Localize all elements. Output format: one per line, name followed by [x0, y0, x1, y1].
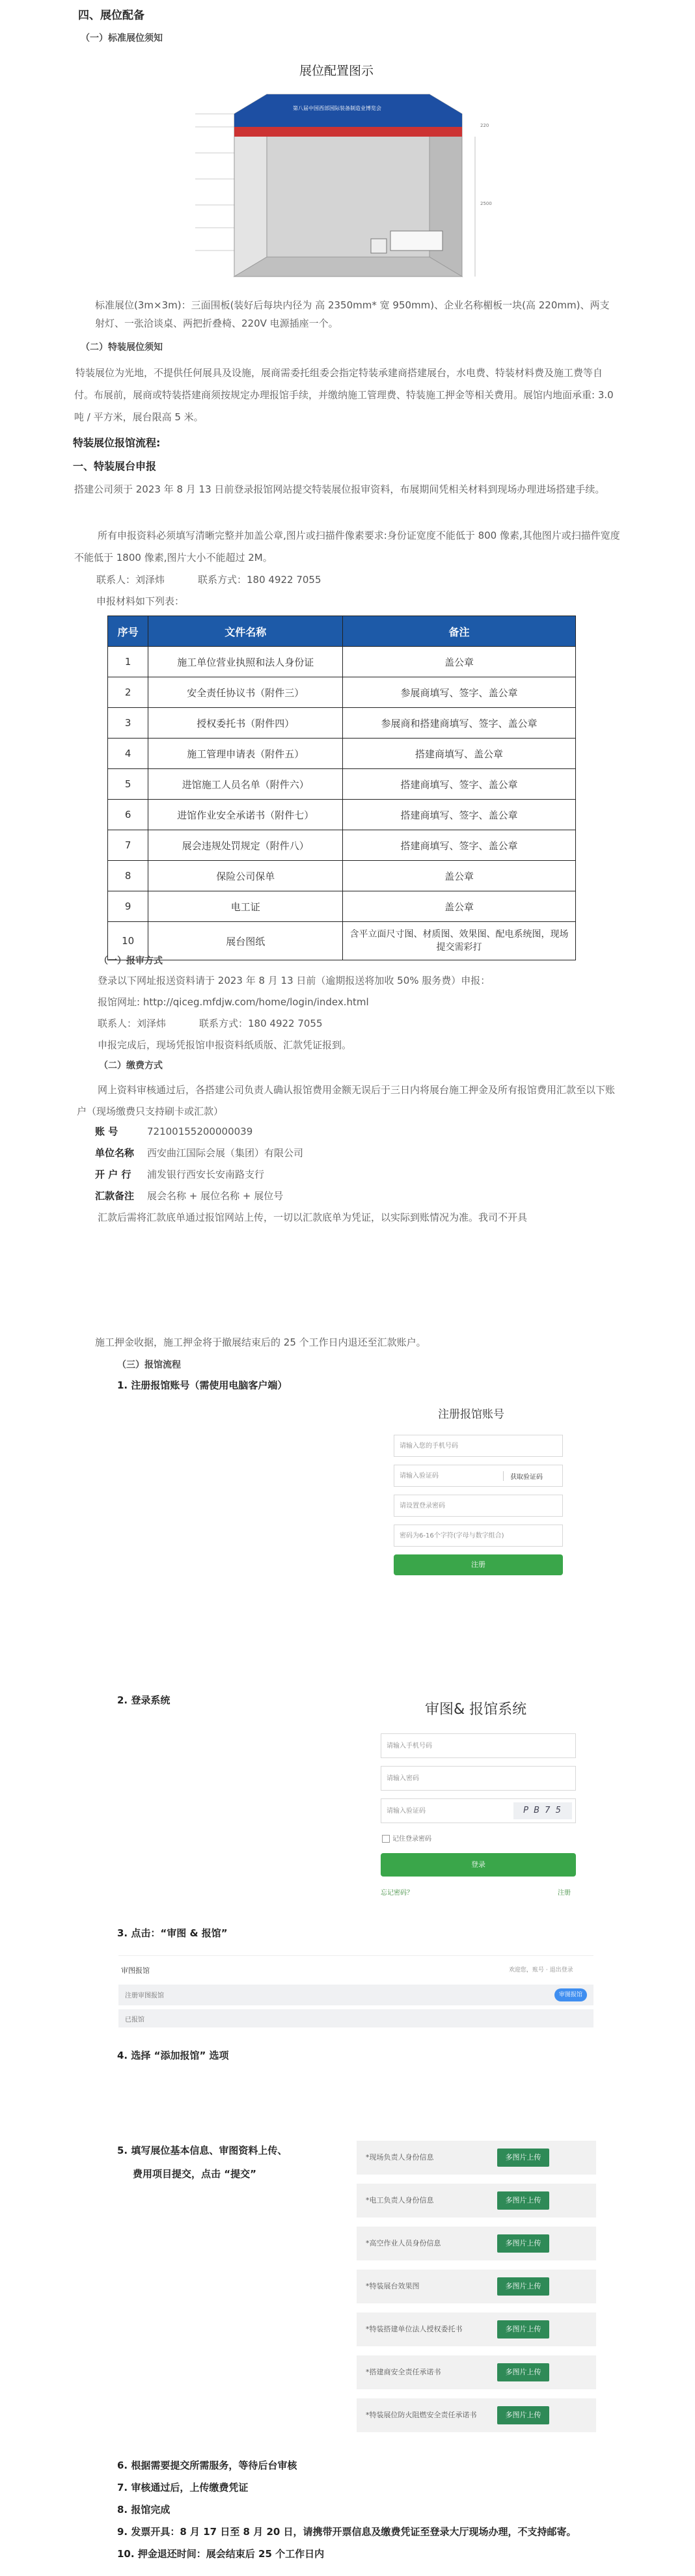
remember-label: 记住登录密码	[392, 1836, 431, 1843]
step-2: 2. 登录系统	[117, 1694, 170, 1706]
table-row	[108, 861, 576, 891]
captcha-image[interactable]: P B 7 5	[513, 1802, 572, 1819]
login-title: 审图& 报馆系统	[425, 1702, 527, 1718]
register-panel	[394, 1402, 563, 1578]
std-heading: （一）标准展位须知	[81, 33, 163, 44]
cell-name: 进馆施工人员名单（附件六）	[148, 769, 343, 800]
th-index: 序号	[108, 616, 148, 647]
flow-p2: 所有申报资料必须填写清晰完整并加盖公章,图片或扫描件像素要求:身份证宽度不能低于 800 像素,其他图片或扫描件宽度不能低于 1800 像素,图片大小不能超过 2M。	[74, 530, 620, 563]
cell-name: 安全责任协议书（附件三）	[148, 677, 343, 708]
table-row	[108, 769, 576, 800]
login-panel	[381, 1698, 579, 1913]
th-remark: 备注	[343, 616, 576, 647]
cell-remark: 搭建商填写、签字、盖公章	[343, 769, 576, 800]
upload-label: *高空作业人员身份信息	[366, 2239, 441, 2247]
payment-refund: 施工押金收据，施工押金将于撤展结束后的 25 个工作日内退还至汇款账户。	[95, 1336, 426, 1348]
upload-button[interactable]: 多图片上传	[497, 2277, 549, 2296]
upload-label: *特装展位防火阻燃安全责任承诺书	[366, 2411, 477, 2419]
audit-row-2-label: 已报馆	[125, 2016, 144, 2024]
cell-remark: 搭建商填写、盖公章	[343, 739, 576, 769]
booth-illustration	[195, 88, 501, 290]
review-contact-name: 联系人：刘泽炜	[98, 1018, 167, 1029]
upload-label: *搭建商安全责任承诺书	[366, 2368, 441, 2376]
table-header-row	[108, 616, 576, 647]
process-heading: （三）报馆流程	[117, 1360, 181, 1370]
upload-row	[357, 2227, 596, 2260]
cell-index: 3	[108, 708, 148, 739]
cell-index: 8	[108, 861, 148, 891]
login-register-link[interactable]: 注册	[558, 1890, 571, 1897]
step-5-line2: 费用项目提交，点击 “提交”	[133, 2168, 256, 2180]
audit-row-2[interactable]	[118, 2009, 593, 2027]
review-p1: 登录以下网址报送资料请于 2023 年 8 月 13 日前（逾期报送将加收 50% 服务费）申报：	[98, 975, 491, 986]
special-heading: （二）特装展位须知	[81, 342, 163, 353]
register-submit-button[interactable]: 注册	[394, 1554, 563, 1575]
cell-remark: 盖公章	[343, 861, 576, 891]
upload-button[interactable]: 多图片上传	[497, 2320, 549, 2339]
section-title: 四、展位配备	[78, 9, 144, 22]
cell-index: 5	[108, 769, 148, 800]
cell-name: 展台图纸	[148, 922, 343, 960]
step-7: 7. 审核通过后，上传缴费凭证	[117, 2482, 249, 2493]
step-5-line1: 5. 填写展位基本信息、审图资料上传、	[117, 2145, 288, 2156]
table-row	[108, 708, 576, 739]
svg-text:2500: 2500	[480, 201, 492, 206]
upload-button[interactable]: 多图片上传	[497, 2363, 549, 2381]
cell-remark: 盖公章	[343, 891, 576, 922]
upload-row	[357, 2141, 596, 2175]
review-p2: 申报完成后，现场凭报馆申报资料纸质版、汇款凭证报到。	[98, 1039, 352, 1051]
unit-label: 单位名称	[95, 1147, 135, 1159]
materials-table	[107, 616, 576, 960]
audit-row-1-label: 注册审图报馆	[125, 1992, 164, 2000]
cell-remark: 参展商和搭建商填写、签字、盖公章	[343, 708, 576, 739]
cell-name: 进馆作业安全承诺书（附件七）	[148, 800, 343, 830]
step-8: 8. 报馆完成	[117, 2504, 170, 2515]
review-heading: （一）报审方式	[99, 956, 163, 966]
bank-label: 开 户 行	[95, 1169, 131, 1180]
cell-remark: 搭建商填写、签字、盖公章	[343, 830, 576, 861]
table-row	[108, 647, 576, 677]
table-row	[108, 891, 576, 922]
upload-list	[357, 2141, 596, 2440]
std-paragraph: 标准展位(3m×3m)：三面围板(装好后每块内径为 高 2350mm* 宽 950mm)、企业名称楣板一块(高 220mm)、两支射灯、一张洽谈桌、两把折叠椅、220V 电源插座一个。	[95, 299, 610, 329]
payment-heading: （二）缴费方式	[99, 1061, 163, 1071]
svg-text:第八届中国西部国际装备制造业博览会: 第八届中国西部国际装备制造业博览会	[293, 105, 381, 111]
audit-title: 审图报馆	[121, 1966, 150, 1975]
upload-row	[357, 2184, 596, 2217]
cell-remark: 参展商填写、签字、盖公章	[343, 677, 576, 708]
cell-name: 授权委托书（附件四）	[148, 708, 343, 739]
forgot-password-link[interactable]: 忘记密码？	[381, 1890, 413, 1897]
register-code-input[interactable]: 请输入验证码	[394, 1465, 563, 1487]
table-row	[108, 800, 576, 830]
step-1: 1. 注册报馆账号（需使用电脑客户端）	[117, 1379, 288, 1391]
step-9: 9. 发票开具：8 月 17 日至 8 月 20 日，请携带开票信息及缴费凭证至登录大厅现场办理，不支持邮寄。	[117, 2526, 577, 2538]
payment-p1: 网上资料审核通过后，各搭建公司负责人确认报馆费用金额无误后于三日内将展台施工押金及所有报馆费用汇款至以下账户（现场缴费只支持刷卡或汇款）	[77, 1084, 616, 1117]
remark-label: 汇款备注	[95, 1190, 135, 1202]
login-password-input[interactable]: 请输入密码	[381, 1766, 576, 1791]
cell-index: 2	[108, 677, 148, 708]
account-label: 账 号	[95, 1126, 118, 1137]
cell-index: 6	[108, 800, 148, 830]
cell-remark: 含平立面尺寸图、材质图、效果图、配电系统图，现场提交需彩打	[343, 922, 576, 960]
contact-name: 联系人：刘泽炜	[96, 574, 165, 586]
contact-phone: 联系方式：180 4922 7055	[198, 574, 321, 586]
svg-text:220: 220	[480, 123, 489, 128]
payment-note: 汇款后需将汇款底单通过报馆网站上传，一切以汇款底单为凭证，以实际到账情况为准。我司不开具	[98, 1212, 528, 1223]
step-6: 6. 根据需要提交所需服务，等待后台审核	[117, 2460, 297, 2471]
login-captcha-input[interactable]: 请输入验证码	[381, 1798, 576, 1823]
review-url[interactable]: 报馆网址: http://qiceg.mfdjw.com/home/login/index.html	[98, 996, 369, 1008]
cell-index: 4	[108, 739, 148, 769]
table-row	[108, 830, 576, 861]
remember-checkbox[interactable]	[382, 1835, 390, 1843]
unit-value: 西安曲江国际会展（集团）有限公司	[147, 1147, 304, 1159]
upload-row	[357, 2270, 596, 2303]
upload-button[interactable]: 多图片上传	[497, 2149, 549, 2167]
flow-title: 特装展位报馆流程:	[73, 437, 161, 449]
cell-name: 电工证	[148, 891, 343, 922]
special-paragraph: 特装展位为光地，不提供任何展具及设施，展商需委托组委会指定特装承建商搭建展台，水电费、特装材料费及施工费等自付。布展前，展商或特装搭建商须按规定办理报馆手续，并缴纳施工管理费、特装施工押金等相关费用。展馆内地面承重: 3.0 吨 / 平方米，展台限高 5 米。	[74, 367, 614, 423]
cell-index: 1	[108, 647, 148, 677]
cell-name: 展会违规处罚规定（附件八）	[148, 830, 343, 861]
cell-index: 9	[108, 891, 148, 922]
cell-remark: 搭建商填写、签字、盖公章	[343, 800, 576, 830]
step-10: 10. 押金退还时间：展会结束后 25 个工作日内	[117, 2548, 325, 2560]
cell-remark: 盖公章	[343, 647, 576, 677]
cell-name: 施工管理申请表（附件五）	[148, 739, 343, 769]
upload-button[interactable]: 多图片上传	[497, 2234, 549, 2253]
upload-row	[357, 2355, 596, 2389]
register-title: 注册报馆账号	[438, 1408, 504, 1421]
step-4: 4. 选择 “添加报馆” 选项	[117, 2050, 229, 2061]
flow-p1: 搭建公司须于 2023 年 8 月 13 日前登录报馆网站提交特装展位报审资料，布展期间凭相关材料到现场办理进场搭建手续。	[74, 483, 605, 495]
upload-label: *特装搭建单位法人授权委托书	[366, 2325, 463, 2333]
list-intro: 申报材料如下列表：	[96, 595, 185, 607]
cell-index: 7	[108, 830, 148, 861]
table-row	[108, 922, 576, 960]
audit-user-info[interactable]: 欢迎您，账号 · 退出登录	[509, 1967, 573, 1973]
register-password-confirm-input[interactable]: 密码为6-16个字符(字母与数字组合)	[394, 1525, 563, 1547]
register-password-input[interactable]: 请设置登录密码	[394, 1495, 563, 1517]
upload-button[interactable]: 多图片上传	[497, 2406, 549, 2424]
upload-row	[357, 2398, 596, 2432]
audit-panel	[118, 1955, 593, 2034]
audit-row-1[interactable]	[118, 1985, 593, 2005]
bank-value: 浦发银行西安长安南路支行	[147, 1169, 265, 1180]
upload-label: *特装展台效果图	[366, 2282, 420, 2290]
review-contact-phone: 联系方式：180 4922 7055	[199, 1018, 323, 1029]
audit-report-button[interactable]: 审图报馆	[554, 1988, 587, 2001]
table-row	[108, 677, 576, 708]
cell-name: 施工单位营业执照和法人身份证	[148, 647, 343, 677]
get-code-link[interactable]: 获取验证码	[503, 1471, 543, 1481]
upload-button[interactable]: 多图片上传	[497, 2191, 549, 2210]
cell-name: 保险公司保单	[148, 861, 343, 891]
account-value: 72100155200000039	[147, 1126, 253, 1137]
th-name: 文件名称	[148, 616, 343, 647]
booth-image-title: 展位配置图示	[299, 64, 374, 78]
table-row	[108, 739, 576, 769]
upload-label: *现场负责人身份信息	[366, 2153, 434, 2162]
cell-index: 10	[108, 922, 148, 960]
upload-row	[357, 2312, 596, 2346]
step-3: 3. 点击：“审图 & 报馆”	[117, 1927, 228, 1939]
remark-value: 展会名称 + 展位名称 + 展位号	[147, 1190, 284, 1202]
flow-subtitle: 一、特装展台申报	[73, 460, 157, 472]
register-phone-input[interactable]: 请输入您的手机号码	[394, 1435, 563, 1457]
upload-label: *电工负责人身份信息	[366, 2196, 434, 2204]
login-phone-input[interactable]: 请输入手机号码	[381, 1733, 576, 1758]
login-submit-button[interactable]: 登录	[381, 1853, 576, 1877]
